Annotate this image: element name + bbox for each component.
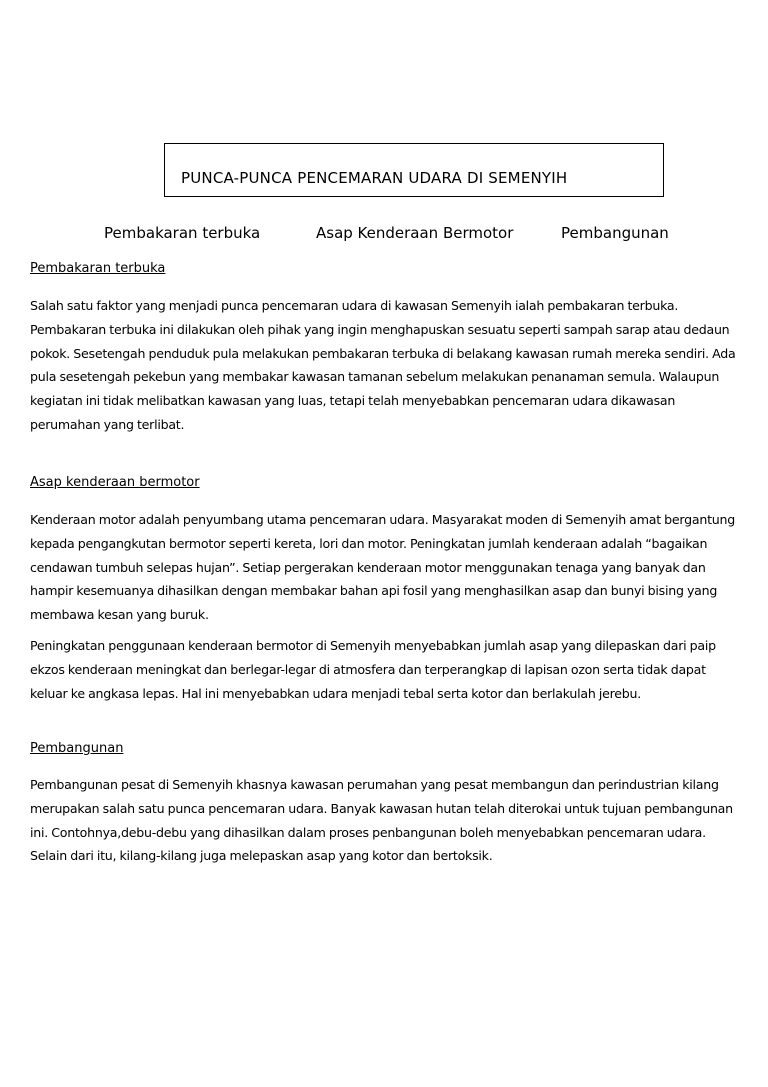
paragraph-asap-2: Peningkatan penggunaan kenderaan bermotor di Semenyih menyebabkan jumlah asap yang dilepaskan dari paip ekzos kenderaan meningkat dan berlegar-legar di atmosfera dan terperangkap di lapisan ozon serta tidak dapat keluar ke angkasa lepas. Hal ini menyebabkan udara menjadi tebal serta kotor dan berlakulah jerebu.: [30, 638, 716, 701]
section-heading-asap: Asap kenderaan bermotor: [30, 475, 200, 490]
topic-asap-kenderaan: Asap Kenderaan Bermotor: [316, 224, 514, 242]
document-title: PUNCA-PUNCA PENCEMARAN UDARA DI SEMENYIH: [181, 169, 568, 187]
paragraph-pembangunan: Pembangunan pesat di Semenyih khasnya kawasan perumahan yang pesat membangun dan perindustrian kilang merupakan salah satu punca pencemaran udara. Banyak kawasan hutan telah diterokai untuk tujuan pembangunan ini. Contohnya,debu-debu yang dihasilkan dalam proses penbangunan boleh menyebabkan pencemaran udara. Selain dari itu, kilang-kilang juga melepaskan asap yang kotor dan bertoksik.: [30, 777, 733, 864]
section-heading-pembangunan: Pembangunan: [30, 741, 124, 756]
topic-pembangunan: Pembangunan: [561, 224, 669, 242]
topic-pembakaran-terbuka: Pembakaran terbuka: [104, 224, 261, 242]
title-box: [164, 143, 664, 197]
section-heading-pembakaran: Pembakaran terbuka: [30, 261, 166, 276]
paragraph-pembakaran: Salah satu faktor yang menjadi punca pencemaran udara di kawasan Semenyih ialah pembakaran terbuka. Pembakaran terbuka ini dilakukan oleh pihak yang ingin menghapuskan sesuatu seperti sampah sarap atau dedaun pokok. Sesetengah penduduk pula melakukan pembakaran terbuka di belakang kawasan rumah mereka sendiri. Ada pula sesetengah pekebun yang membakar kawasan tamanan sebelum melakukan penanaman semula. Walaupun kegiatan ini tidak melibatkan kawasan yang luas, tetapi telah menyebabkan pencemaran udara dikawasan perumahan yang terlibat.: [30, 298, 736, 432]
paragraph-asap-1: Kenderaan motor adalah penyumbang utama pencemaran udara. Masyarakat moden di Semenyih amat bergantung kepada pengangkutan bermotor seperti kereta, lori dan motor. Peningkatan jumlah kenderaan adalah “bagaikan cendawan tumbuh selepas hujan”. Setiap pergerakan kenderaan motor menggunakan tenaga yang banyak dan hampir kesemuanya dihasilkan dengan membakar bahan api fosil yang menghasilkan asap dan bunyi bising yang membawa kesan yang buruk.: [30, 512, 735, 623]
